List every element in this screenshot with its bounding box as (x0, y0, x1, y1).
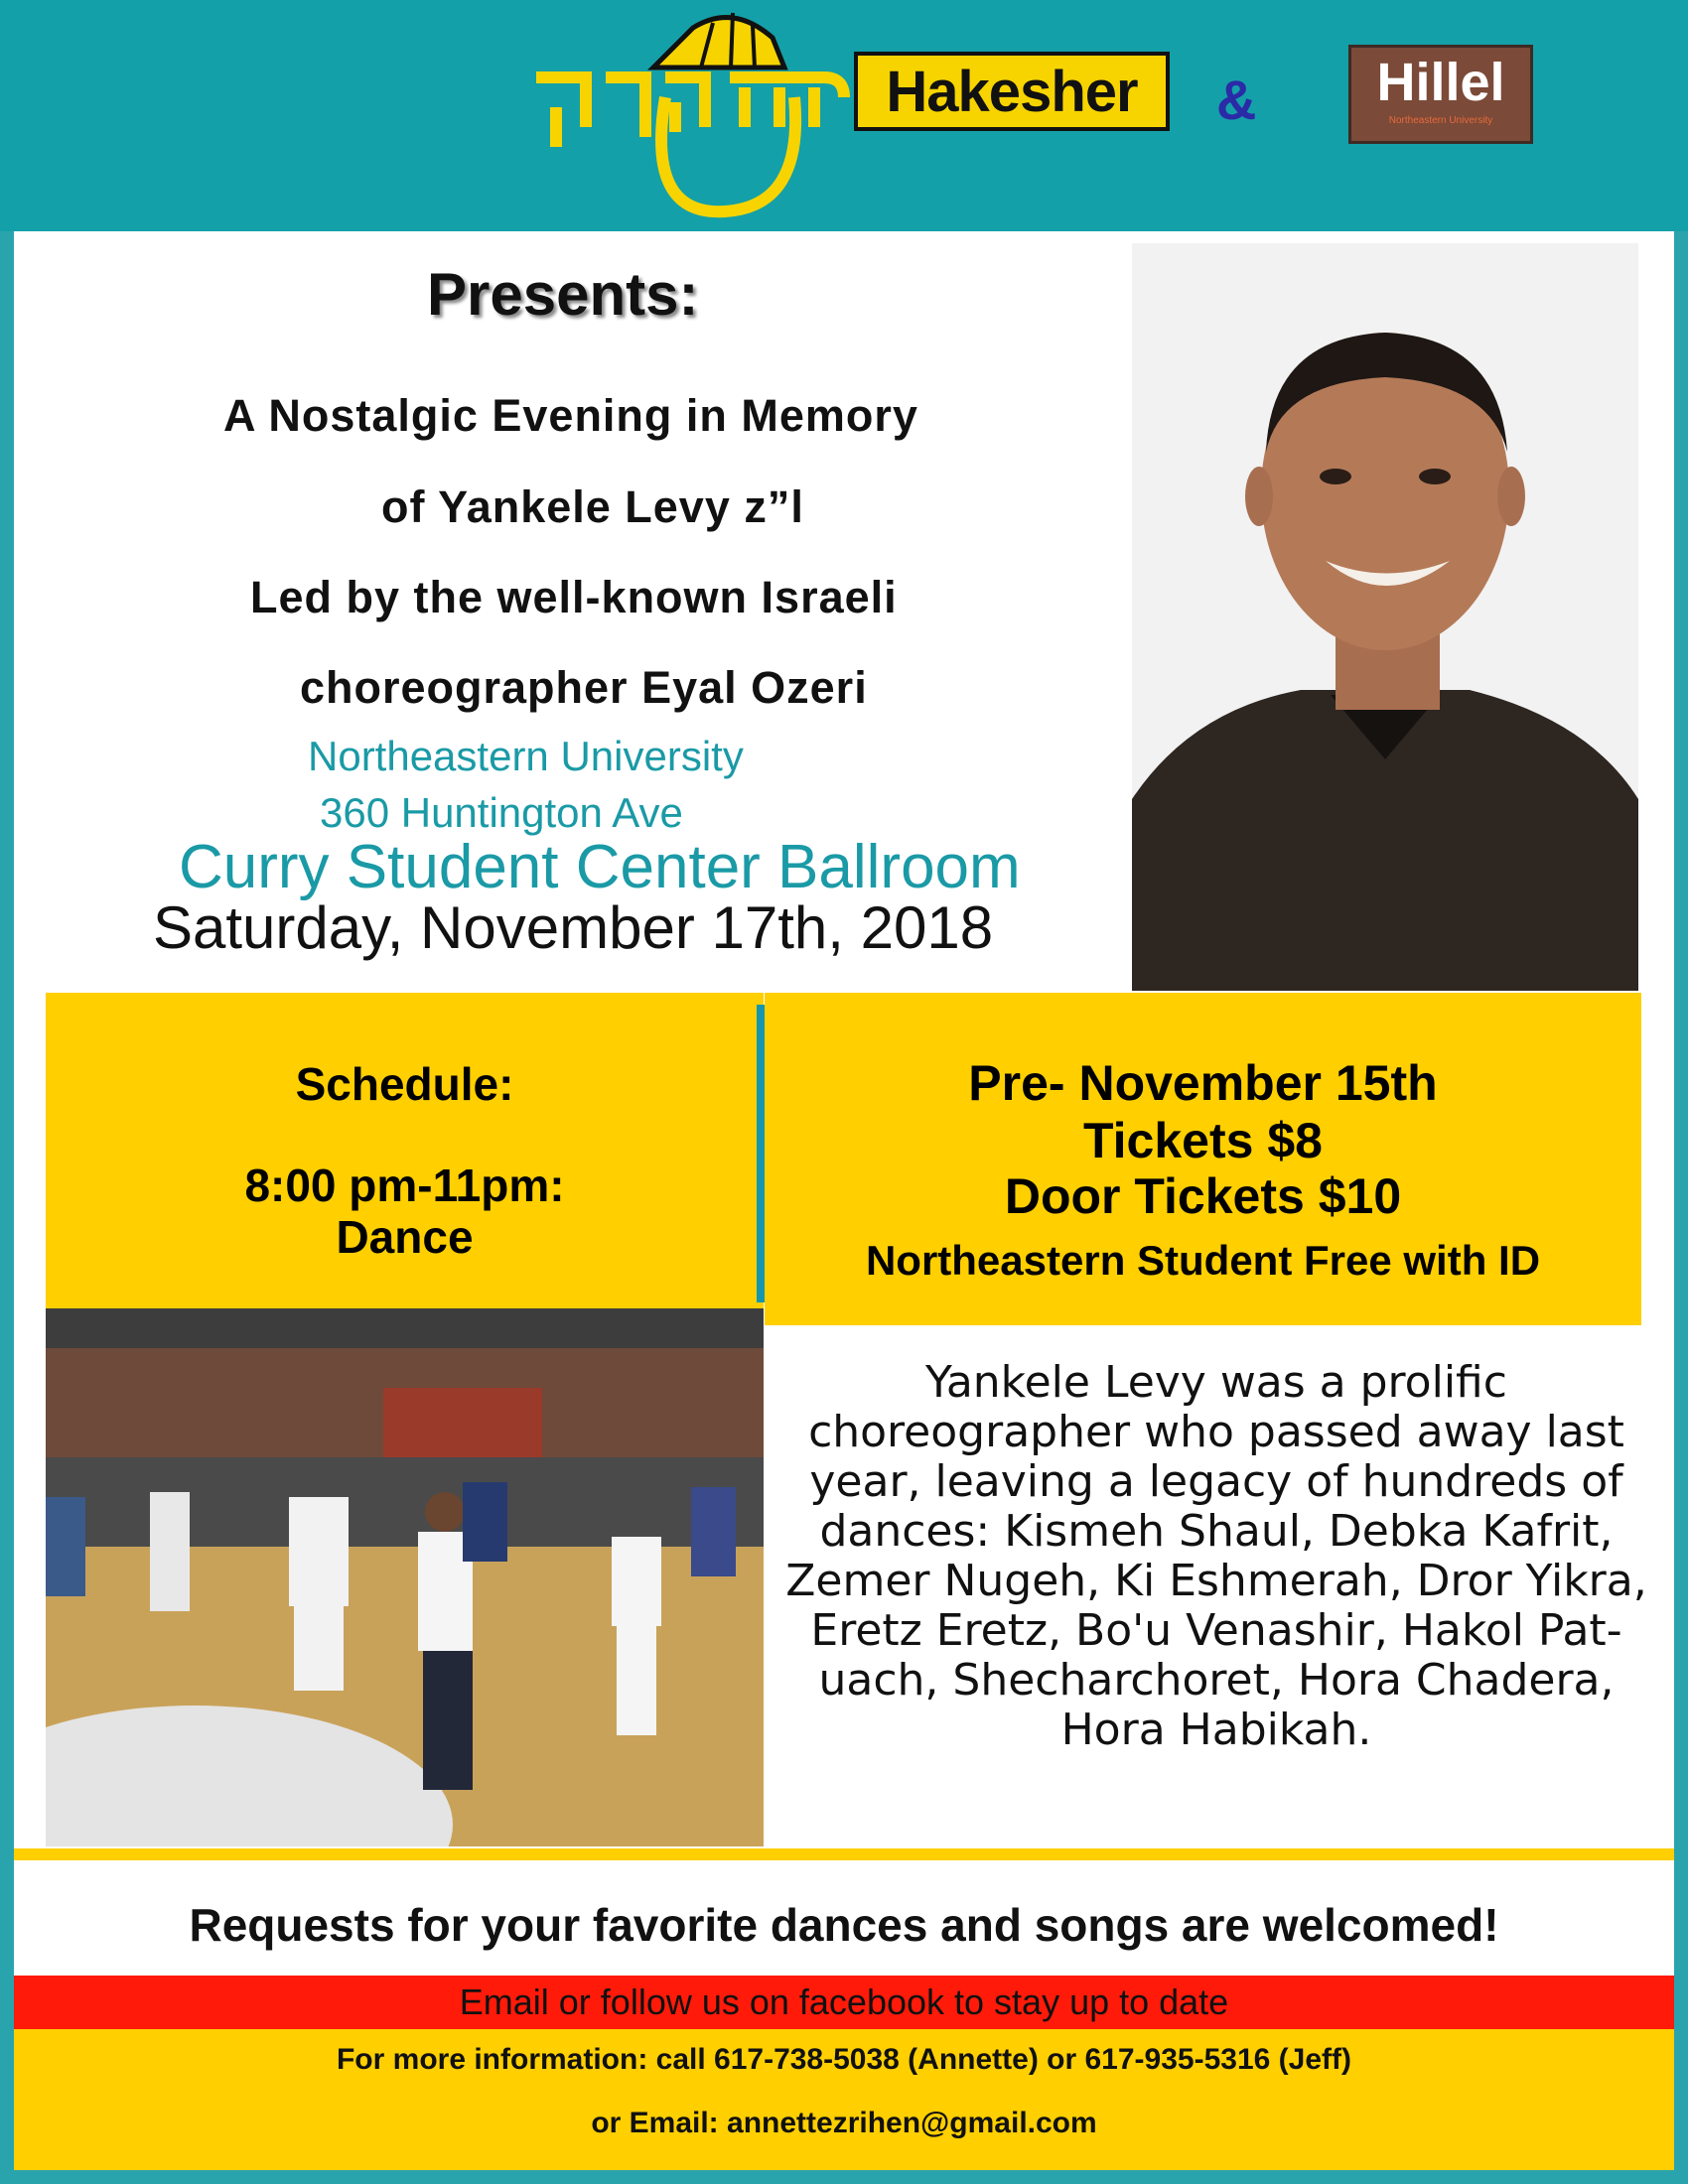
schedule-time-block (46, 1160, 764, 1263)
door-price: Door Tickets $10 (1004, 1168, 1402, 1224)
divider-line (14, 1848, 1674, 1860)
event-title-line-4: choreographer Eyal Ozeri (300, 662, 868, 713)
student-free-note: Northeastern Student Free with ID (865, 1237, 1541, 1284)
requests-note: Requests for your favorite dances and songs are welcomed! (189, 1899, 1499, 1951)
university-name: Northeastern University (308, 733, 744, 779)
hakesher-label: Hakesher (886, 59, 1138, 124)
hillel-label: Hillel (1376, 53, 1505, 112)
venue-name: Curry Student Center Ballroom (179, 833, 1021, 901)
contact-phone-info: For more information: call 617-738-5038 (Annette) or 617-935-5316 (Jeff) (336, 2043, 1351, 2076)
schedule-activity: Dance (336, 1211, 474, 1263)
follow-text: Email or follow us on facebook to stay up to date (459, 1981, 1229, 2022)
schedule-label: Schedule: (295, 1058, 514, 1110)
ampersand: & (1216, 68, 1257, 131)
presale-deadline: Pre- November 15th (968, 1055, 1438, 1111)
event-title-line-3: Led by the well-known Israeli (250, 572, 898, 622)
tribute-description: Yankele Levy was a prolific choreographer who passed away last year, leaving a legacy of hundreds of dances: Kismeh Shaul, Debka Kafrit, Zemer Nugeh, Ki Eshmerah, Dror Yikra, Eretz Eretz, Bo'u Venashir, Hakol Pat-uach, Shecharchoret, Hora Chadera, Hora Habikah. (785, 1357, 1647, 1755)
event-date: Saturday, November 17th, 2018 (153, 894, 994, 961)
schedule-time: 8:00 pm-11pm: (244, 1160, 565, 1211)
hakesher-logo (854, 52, 1170, 131)
frame-border-right (1674, 231, 1688, 2184)
frame-border-bottom (0, 2170, 1688, 2184)
venue-address: 360 Huntington Ave (320, 789, 683, 836)
presale-price: Tickets $8 (1083, 1113, 1323, 1168)
choreographer-portrait (1132, 243, 1638, 991)
event-title-line-1: A Nostalgic Evening in Memory (223, 390, 918, 441)
hakesher-hebrew-logo (526, 8, 854, 221)
contact-email[interactable]: or Email: annettezrihen@gmail.com (591, 2107, 1097, 2139)
presents-heading: Presents: (427, 261, 699, 328)
frame-border-left (0, 231, 14, 2184)
hillel-logo (1348, 45, 1533, 144)
event-title-line-2: of Yankele Levy z”l (381, 481, 804, 532)
dance-photo (46, 1308, 764, 1846)
hillel-subtitle: Northeastern University (1388, 115, 1493, 126)
